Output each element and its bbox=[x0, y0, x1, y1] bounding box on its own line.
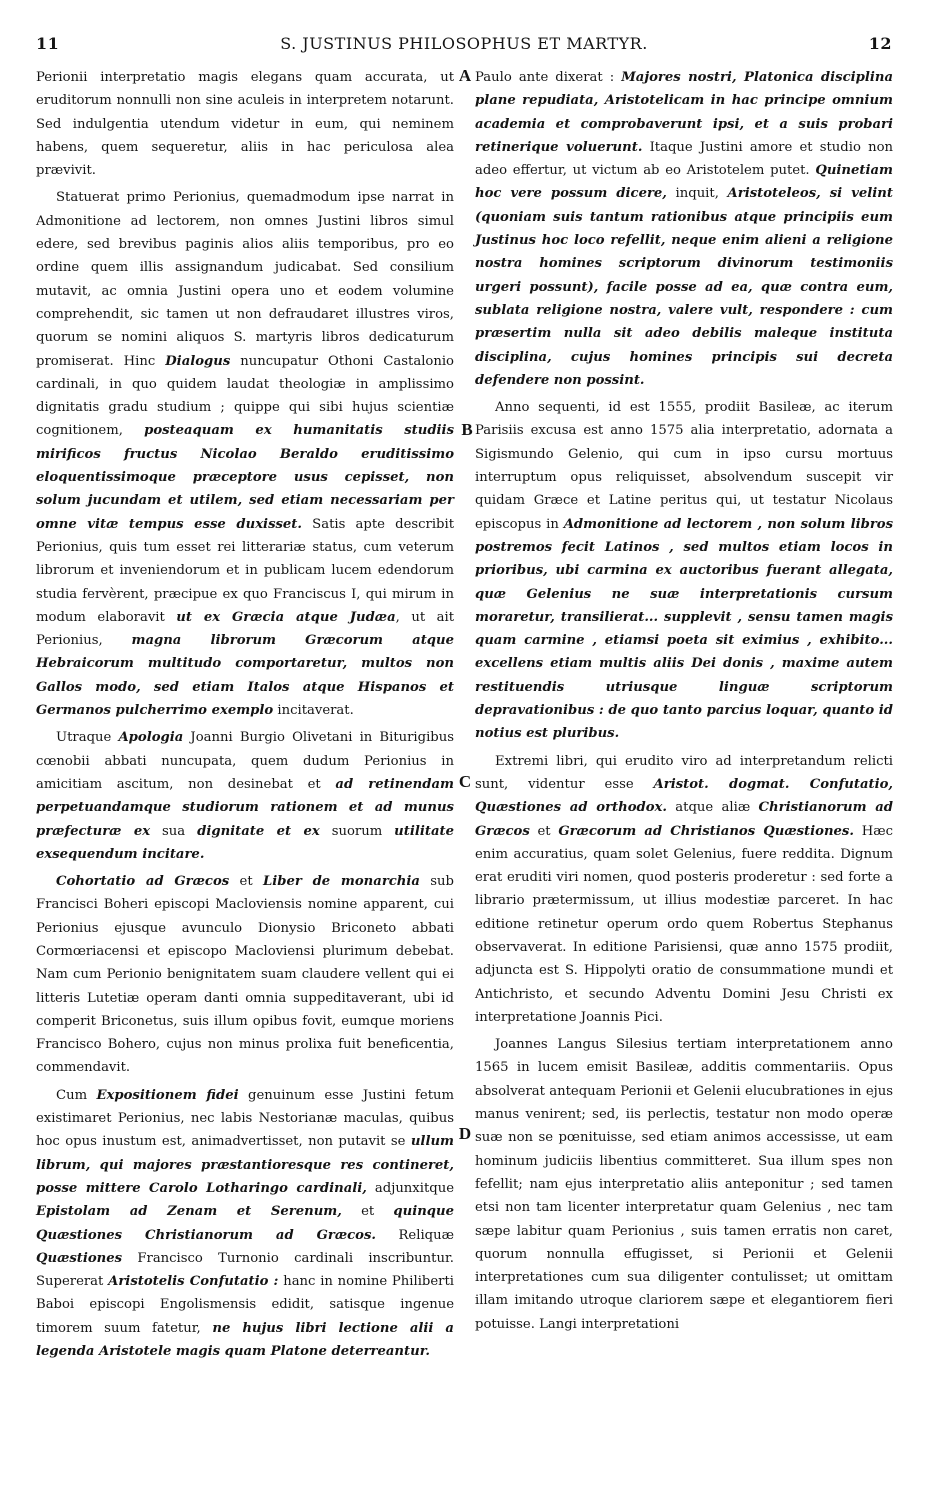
italic-run: ad retinendam perpetuandamque studiorum rationem et ad munus præfecturæ ex bbox=[36, 776, 454, 839]
text-run: sua bbox=[150, 823, 198, 839]
running-title: S. JUSTINUS PHILOSOPHUS ET MARTYR. bbox=[280, 34, 648, 53]
margin-marker-d: D bbox=[458, 1124, 472, 1143]
running-header bbox=[36, 34, 892, 58]
paragraph bbox=[36, 66, 454, 182]
italic-run: Liber de monarchia bbox=[262, 874, 420, 890]
italic-run: Aristotelis Confutatio : bbox=[108, 1274, 279, 1290]
paragraph bbox=[36, 726, 454, 866]
italic-run: Quæstiones bbox=[36, 1250, 123, 1266]
text-run: Cum bbox=[56, 1087, 97, 1103]
text-run: Joanni Burgio Olivetani in Biturigibus cœnobii abbati nuncupata, quem dudum Perionius in amicitiam ascitum, non desinebat et bbox=[36, 730, 454, 792]
italic-run: Epistolam ad Zenam et Serenum, bbox=[36, 1204, 342, 1220]
italic-run: posteaquam ex humanitatis studiis mirificos fructus Nicolao Beraldo eruditissimo eloquentissimoque præceptore usus cepisset, non solum jucundam et utilem, sed etiam necessariam per omne vitæ tempus esse duxisset. bbox=[36, 423, 454, 532]
italic-run: quinque Quæstiones Christianorum ad Græcos. bbox=[36, 1204, 454, 1243]
text-run: Anno sequenti, id est 1555, prodiit Basileæ, ac iterum Parisiis excusa est anno 1575 alia interpretatio, adornata a Sigismundo Gelenio, qui cum in ipso cursu mortuus interruptum opus reliquisset, absolvendum suscepit vir quidam Græce et Latine peritus qui, ut testatur Nicolaus episcopus in bbox=[475, 400, 893, 532]
paragraph bbox=[36, 870, 454, 1080]
text-run: Utraque bbox=[56, 730, 119, 746]
italic-run: dignitate et ex bbox=[197, 823, 320, 839]
text-run: sub Francisci Boheri episcopi Macloviensis nomine apparent, cui Perionius ejusque avunculo Dionysio Briconeto abbati Cormœriacensi et episcopo Macloviensi plurimum debebat. Nam cum Perionio benignitatem suam claudere vellent qui ei litteris Lutetiæ operam danti omnia suppeditaverant, ubi id comperit Briconetus, suis illum opibus fovit, eumque moriens Francisco Bohero, cujus non minus prolixa fuit beneficentia, commendavit. bbox=[36, 874, 454, 1076]
text-run: Extremi libri, qui erudito viro ad interpretandum relicti sunt, videntur esse bbox=[475, 753, 893, 792]
paragraph bbox=[475, 396, 893, 745]
margin-marker-b: B bbox=[461, 420, 473, 439]
text-run: Francisco Turnonio cardinali inscribuntur. Supererat bbox=[36, 1250, 454, 1290]
paragraph bbox=[36, 1084, 454, 1364]
text-run: atque aliæ bbox=[666, 800, 759, 816]
margin-marker-c: C bbox=[458, 772, 472, 791]
italic-run: Aristoteleos, si velint (quoniam suis tantum rationibus atque principiis eum Justinus hoc loco refellit, neque enim alieni a religione nostra homines scriptorum divinorum testimoniis urgeri possunt), facile posse ad ea, quæ contra eum, sublata religione nostra, valere vult, respondere : cum præsertim nulla sit adeo debilis maleque instituta disciplina, cujus homines principis sui decreta defendere non possint. bbox=[475, 186, 893, 388]
paragraph bbox=[475, 66, 893, 392]
margin-marker-a: A bbox=[458, 66, 472, 85]
text-run: suorum bbox=[319, 823, 395, 839]
text-run: Itaque Justini amore et studio non adeo effertur, ut victum ab eo Aristotelem putet. bbox=[475, 139, 893, 179]
italic-run: utilitate exsequendum incitare. bbox=[36, 823, 454, 862]
italic-run: Aristot. dogmat. Confutatio, Quæstiones ad orthodox. bbox=[475, 776, 893, 816]
text-run: Paulo ante dixerat : bbox=[475, 70, 622, 85]
text-run: genuinum esse Justini fetum existimaret Perionius, nec labis Nestorianæ maculas, quibus hoc opus inustum est, animadvertisset, non putavit se bbox=[36, 1087, 454, 1150]
text-run: Satis apte describit Perionius, quis tum esset rei litterariæ status, cum veterum librorum et inveniendorum et in publicam lucem edendorum studia fervèrent, præcipue ex quo Franciscus I, qui mirum in modum elaboravit bbox=[36, 516, 455, 625]
italic-run: ut ex Græcia atque Judæa bbox=[176, 609, 396, 625]
italic-run: ullum librum, qui majores præstantioresque res contineret, posse mittere Carolo Lotharingo cardinali, bbox=[36, 1134, 454, 1196]
italic-run: Majores nostri, Platonica disciplina plane repudiata, Aristotelicam in hac principe omnium academia et comprobaverunt ipsi, et a suis probari retinerique voluerunt. bbox=[475, 70, 893, 155]
italic-run: Quinetiam hoc vere possum dicere, bbox=[475, 163, 893, 202]
text-run: Perionii interpretatio magis elegans quam accurata, ut eruditorum nonnulli non sine aculeis in interpretem notarunt. Sed indulgentia utendum videtur in eum, qui neminem habens, quem sequeretur, aliis in hac periculosa alea prævivit. bbox=[36, 70, 454, 179]
text-run: Joannes Langus Silesius tertiam interpretationem anno 1565 in lucem emisit Basileæ, additis commentariis. Opus absolverat antequam Perionii et Gelenii elucubrationes in ejus manus venirent; sed, iis perlectis, testatur non modo operæ suæ non se pœnituisse, sed etiam animos accessisse, ut eam hominum judiciis libentius committeret. Sua illum spes non fefellit; nam ejus interpretatio aliis anteponitur ; sed tamen etsi non tam licenter interpretatur quam Gelenius , nec tam sæpe labitur quam Perionius , suis tamen erratis non caret, quorum nonnulla effugisset, si Perionii et Gelenii interpretationes cum sua diligenter contulisset; ut omittam illam imitando utroque clariorem sæpe et elegantiorem fieri potuisse. Langi interpretationi bbox=[475, 1037, 893, 1332]
italic-run: Græcorum ad Christianos Quæstiones. bbox=[558, 823, 854, 839]
italic-run: Admonitione ad lectorem , non solum libros postremos fecit Latinos , sed multos etiam locos in prioribus, ubi carmina ex auctoribus fuerant allegata, quæ Gelenius ne suæ interpretationis cursum moraretur, transilierat... supplevit , sensu tamen magis quam carmine , etiamsi poeta sit eximius , exhibito... excellens etiam multis aliis Dei donis , maxime autem restituendis utriusque linguæ scriptorum depravationibus : de quo tanto parcius loquar, quanto id notius est pluribus. bbox=[475, 516, 894, 742]
left-column bbox=[36, 66, 454, 1363]
italic-run: Apologia bbox=[118, 730, 184, 746]
text-run: , ut ait Perionius, bbox=[36, 609, 455, 649]
text-run: Reliquæ bbox=[375, 1227, 454, 1243]
italic-run: Christianorum ad Græcos bbox=[475, 800, 893, 839]
italic-run: magna librorum Græcorum atque Hebraicorum multitudo comportaretur, multos non Gallos modo, sed etiam Italos atque Hispanos et Germanos pulcherrimo exemplo bbox=[36, 633, 455, 719]
italic-run: Expositionem fidei bbox=[96, 1087, 239, 1103]
text-run: Statuerat primo Perionius, quemadmodum ipse narrat in Admonitione ad lectorem, non omnes Justini libros simul edere, sed brevibus paginis alios aliis temporibus, pro eo ordine quem illis assignandum judicabat. Sed consilium mutavit, ac omnia Justini opera uno et eodem volumine comprehendit, sic tamen ut non defraudaret illustres viros, quorum se nomini aliquos S. martyris libros dedicaturum promiserat. Hinc bbox=[36, 190, 454, 369]
page-number-left: 11 bbox=[36, 34, 60, 53]
text-run: adjunxitque bbox=[366, 1180, 454, 1196]
text-run: inquit, bbox=[666, 186, 728, 202]
text-run: et bbox=[529, 823, 559, 839]
text-run: hanc in nomine Philiberti Baboi episcopi Engolismensis edidit, satisque ingenue timorem suum fatetur, bbox=[36, 1274, 454, 1336]
text-run: Hæc enim accuratius, quam solet Gelenius, fuere reddita. Dignum erat eruditi viri nomen, quod posteris proderetur : sed forte a librario prætermissum, ut illius modestiæ parceret. In hac editione retinetur operum ordo quem Robertus Stephanus observaverat. In editione Parisiensi, quæ anno 1575 prodiit, adjuncta est S. Hippolyti oratio de consummatione mundi et Antichristo, et secundo Adventu Domini Jesu Christi ex interpretatione Joannis Pici. bbox=[475, 823, 893, 1025]
text-run: et bbox=[229, 874, 263, 890]
paragraph bbox=[475, 750, 893, 1030]
page-number-right: 12 bbox=[868, 34, 892, 53]
text-run: et bbox=[341, 1204, 394, 1220]
text-run: incitaverat. bbox=[273, 703, 354, 719]
text-run: nuncupatur Othoni Castalonio cardinali, in quo quidem laudat theologiæ in amplissimo dignitatis gradu studium ; quippe qui sibi hujus scientiæ cognitionem, bbox=[36, 353, 454, 439]
italic-run: ne hujus libri lectione alii a legenda Aristotele magis quam Platone deterreantur. bbox=[36, 1320, 454, 1360]
right-column bbox=[475, 66, 893, 1336]
italic-run: Cohortatio ad Græcos bbox=[56, 874, 230, 890]
italic-run: Dialogus bbox=[165, 353, 231, 369]
paragraph bbox=[475, 1033, 893, 1336]
paragraph bbox=[36, 186, 454, 722]
